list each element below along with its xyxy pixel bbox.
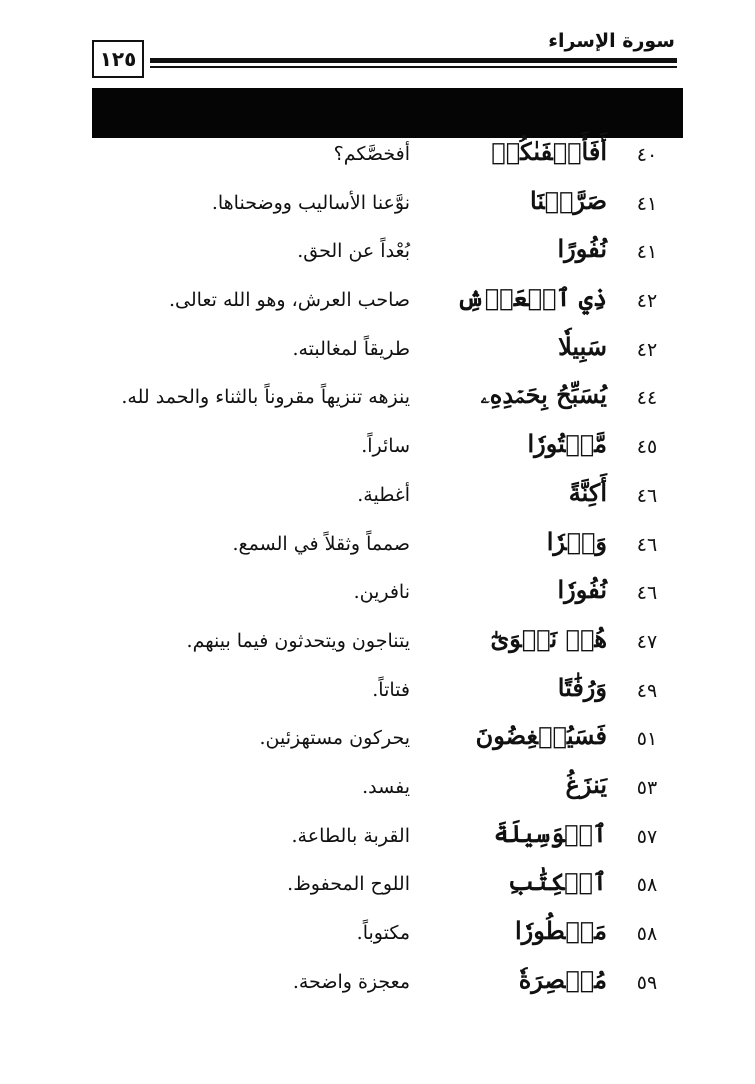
- list-item: [0, 135, 755, 184]
- verse-number: ٤١: [636, 192, 658, 215]
- verse-number: ٥٨: [636, 874, 658, 897]
- list-item: [0, 232, 755, 281]
- word-meaning: نوَّعنا الأساليب ووضحناها.: [211, 191, 410, 214]
- list-item: [0, 427, 755, 476]
- quran-word: نُفُورٗا: [557, 575, 607, 605]
- word-meaning: مكتوباً.: [356, 922, 410, 944]
- word-meaning: يحركون مستهزئين.: [259, 727, 410, 750]
- verse-number: ٤١: [636, 241, 658, 264]
- verse-number: ٤٠: [636, 144, 658, 166]
- word-meaning: معجزة واضحة.: [292, 970, 410, 993]
- verse-number: ٤٧: [636, 630, 658, 653]
- verse-number: ٥٣: [636, 776, 658, 799]
- word-meaning: القربة بالطاعة.: [291, 824, 410, 847]
- quran-word: فَسَيُنۡغِضُونَ: [475, 721, 607, 751]
- verse-number: ٤٤: [636, 387, 658, 410]
- quran-word: يُسَبِّحُ بِحَمۡدِهِۦ: [480, 380, 607, 410]
- list-item: [0, 914, 755, 963]
- verse-number: ٥٧: [636, 825, 658, 848]
- verse-number: ٤٢: [636, 290, 658, 313]
- surah-title: سورة الإسراء: [548, 30, 675, 52]
- quran-word: وَقۡرٗا: [546, 526, 607, 556]
- list-item: [0, 184, 755, 233]
- list-item: [0, 865, 755, 914]
- quran-word: أَفَأَصۡفَىٰكُمۡ: [491, 137, 607, 166]
- quran-word: صَرَّفۡنَا: [530, 185, 607, 215]
- black-band: [92, 88, 683, 138]
- verse-number: ٤٦: [636, 533, 658, 556]
- verse-number: ٥٩: [636, 971, 658, 994]
- word-meaning: نافرين.: [353, 581, 410, 604]
- word-meaning: اللوح المحفوظ.: [287, 873, 410, 896]
- word-meaning: يفسد.: [362, 775, 410, 798]
- list-item: [0, 671, 755, 720]
- list-item: [0, 378, 755, 427]
- list-item: [0, 817, 755, 866]
- quran-word: ٱلۡكِتَٰبِ: [507, 867, 607, 897]
- header-rule-thick: [150, 58, 677, 63]
- quran-word: مَسۡطُورٗا: [514, 916, 607, 945]
- word-meaning: صاحب العرش، وهو الله تعالى.: [169, 289, 410, 312]
- quran-word: نُفُورًا: [557, 234, 607, 264]
- word-meaning: سائراً.: [361, 435, 410, 458]
- verse-number: ٤٦: [636, 582, 658, 605]
- word-meaning: أغطية.: [357, 483, 410, 506]
- quran-word: سَبِيلٗا: [558, 331, 607, 361]
- list-item: [0, 330, 755, 379]
- quran-word: مَّسۡتُورٗا: [527, 429, 607, 459]
- quran-word: وَرُفَٰتًا: [557, 672, 607, 702]
- list-item: [0, 963, 755, 1012]
- word-meaning: ينزهه تنزيهاً مقروناً بالثناء والحمد لله.: [121, 386, 410, 409]
- list-item: [0, 719, 755, 768]
- vocabulary-list: [0, 135, 755, 1011]
- word-meaning: فتاتاً.: [372, 678, 410, 701]
- page-number: ١٢٥: [92, 40, 144, 78]
- verse-number: ٤٥: [636, 436, 658, 459]
- verse-number: ٤٦: [636, 484, 658, 507]
- word-meaning: أفخصَّكم؟: [333, 143, 410, 165]
- verse-number: ٤٢: [636, 338, 658, 361]
- quran-word: ٱلۡوَسِيلَةَ: [493, 818, 607, 848]
- list-item: [0, 525, 755, 574]
- list-item: [0, 476, 755, 525]
- word-meaning: طريقاً لمغالبته.: [292, 337, 410, 360]
- list-item: [0, 622, 755, 671]
- quran-word: مُبۡصِرَةٗ: [518, 964, 607, 994]
- quran-word: هُمۡ نَجۡوَىٰٓ: [490, 623, 607, 653]
- list-item: [0, 573, 755, 622]
- verse-number: ٥١: [636, 728, 658, 751]
- word-meaning: يتناجون ويتحدثون فيما بينهم.: [186, 629, 410, 652]
- word-meaning: بُعْداً عن الحق.: [297, 240, 410, 263]
- verse-number: ٤٩: [636, 679, 658, 702]
- list-item: [0, 768, 755, 817]
- header-rule-thin: [150, 66, 677, 68]
- quran-word: أَكِنَّةً: [568, 477, 607, 507]
- word-meaning: صمماً وثقلاً في السمع.: [232, 532, 410, 555]
- quran-word: ذِي ٱلۡعَرۡشِ: [456, 283, 607, 313]
- list-item: [0, 281, 755, 330]
- quran-word: يَنزَغُ: [565, 769, 607, 799]
- verse-number: ٥٨: [636, 923, 658, 945]
